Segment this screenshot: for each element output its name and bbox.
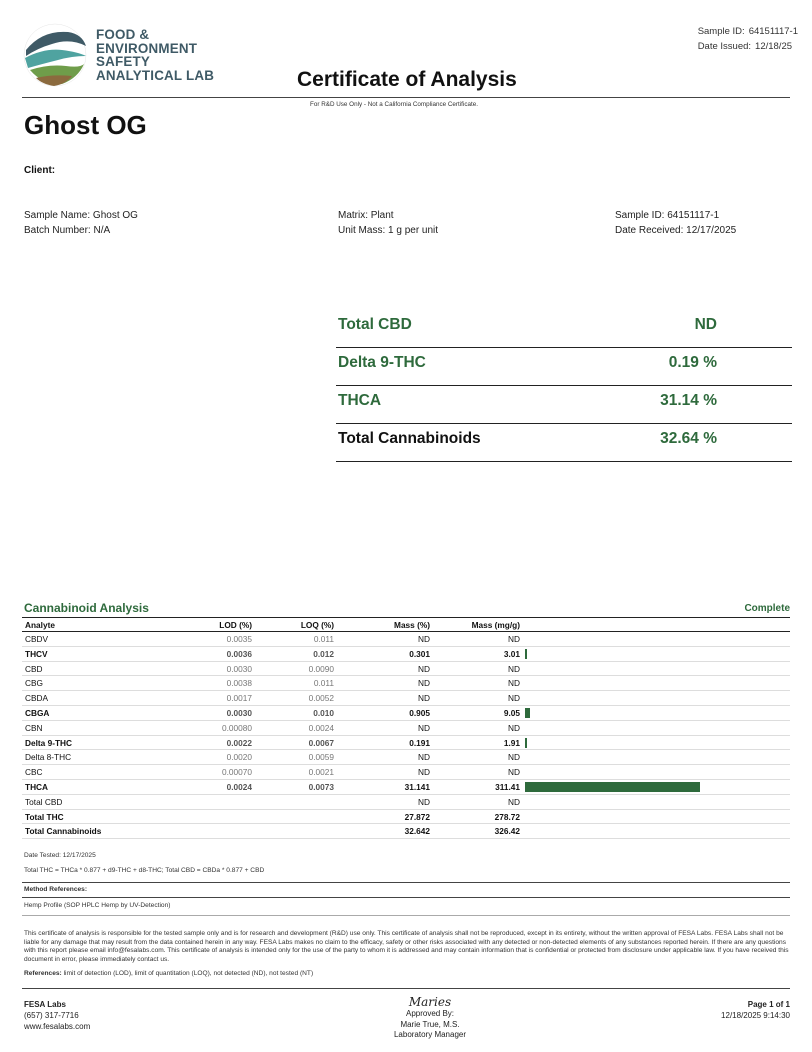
date-received: Date Received: 12/17/2025 (615, 225, 737, 236)
report-timestamp: 12/18/2025 9:14:30 (721, 1011, 790, 1020)
table-row (22, 765, 790, 780)
cell-lod: 0.0030 (226, 663, 252, 674)
cell-mass: ND (418, 678, 430, 689)
cell-mass: ND (418, 767, 430, 778)
cell-analyte: CBG (25, 678, 43, 689)
cell-analyte: Total Cannabinoids (25, 826, 102, 837)
cell-loq: 0.011 (313, 678, 334, 689)
date-tested: Date Tested: 12/17/2025 (24, 852, 96, 859)
summary-value: 0.19 % (668, 354, 717, 371)
mass-bar (525, 782, 700, 792)
cell-analyte: CBC (25, 767, 43, 778)
cell-loq: 0.0052 (308, 693, 334, 704)
table-row (22, 706, 790, 721)
summary-value: ND (694, 316, 717, 333)
summary-row (336, 348, 792, 386)
cell-lod: 0.0024 (226, 781, 252, 792)
header-analyte: Analyte (25, 620, 55, 630)
cell-mg: 1.91 (503, 737, 520, 748)
references-label: References: (24, 970, 62, 977)
table-row (22, 824, 790, 839)
cell-analyte: Total THC (25, 811, 64, 822)
cell-mg: ND (508, 634, 520, 644)
cell-lod: 0.0017 (226, 693, 252, 704)
summary-row (336, 424, 792, 462)
sample-id: Sample ID: 64151117-1 (615, 210, 720, 221)
cell-mass: 27.872 (404, 811, 430, 822)
logo-wordmark (96, 28, 214, 82)
cell-mg: ND (508, 752, 520, 763)
footer-company (24, 999, 90, 1032)
company-phone: (657) 317-7716 (24, 1011, 79, 1020)
sample-id-label: Sample ID: (697, 26, 745, 37)
logo-line: FOOD & (96, 27, 150, 42)
header-lod: LOD (%) (219, 620, 252, 630)
title-divider (22, 97, 790, 98)
cell-analyte: Delta 9-THC (25, 737, 73, 748)
method-value: Hemp Profile (SOP HPLC Hemp by UV-Detection) (24, 902, 171, 909)
sample-id-value: 64151117-1 (748, 26, 798, 37)
cell-loq: 0.011 (313, 634, 334, 644)
date-issued-value: 12/18/25 (755, 41, 793, 52)
summary-value: 31.14 % (660, 392, 717, 409)
summary-row (336, 310, 792, 348)
header-mg: Mass (mg/g) (471, 620, 520, 630)
approver-name: Marie True, M.S. (400, 1019, 460, 1029)
approved-by-label: Approved By: (405, 1009, 455, 1018)
mass-bar (525, 708, 530, 718)
table-body (22, 632, 790, 839)
cell-mass: ND (418, 693, 430, 704)
cell-mass: ND (418, 722, 430, 733)
table-row (22, 691, 790, 706)
summary-value: 32.64 % (660, 430, 717, 447)
logo-line: ANALYTICAL LAB (96, 67, 215, 83)
cell-analyte: Delta 8-THC (25, 752, 72, 763)
table-row (22, 676, 790, 691)
matrix: Matrix: Plant (338, 210, 394, 221)
cell-lod: 0.0030 (226, 707, 252, 718)
cell-mass: 32.642 (404, 826, 430, 837)
cell-loq: 0.0090 (308, 663, 334, 674)
cell-mass: 0.905 (409, 707, 430, 718)
logo-line: SAFETY (96, 54, 151, 69)
cell-mg: 9.05 (503, 707, 520, 718)
analysis-status: Complete (744, 603, 790, 614)
cell-analyte: CBDA (25, 693, 49, 704)
cell-lod: 0.0020 (226, 752, 252, 763)
sample-name: Sample Name: Ghost OG (24, 210, 138, 221)
page-number: Page 1 of 1 (747, 1000, 790, 1009)
approver-title: Laboratory Manager (393, 1030, 467, 1039)
sample-info-middle (338, 208, 438, 238)
table-row (22, 780, 790, 795)
table-row (22, 662, 790, 677)
cell-mass: 31.141 (404, 781, 430, 792)
table-row (22, 736, 790, 751)
cell-mg: 311.41 (495, 781, 520, 792)
batch-number: Batch Number: N/A (24, 225, 111, 236)
cell-lod: 0.0038 (226, 678, 252, 689)
cell-loq: 0.0024 (308, 722, 334, 733)
cell-analyte: THCA (25, 781, 49, 792)
cell-analyte: CBD (25, 663, 43, 674)
table-row (22, 750, 790, 765)
potency-summary (336, 310, 792, 462)
cell-loq: 0.0073 (308, 781, 334, 792)
cell-lod: 0.00070 (222, 767, 252, 778)
lab-logo-icon (22, 22, 92, 88)
summary-label: Delta 9-THC (338, 354, 426, 371)
table-row (22, 810, 790, 825)
cell-mass: ND (418, 663, 430, 674)
summary-row (336, 386, 792, 424)
footer-approval (356, 995, 504, 1041)
summary-label: THCA (338, 392, 382, 409)
cell-mass: 0.191 (409, 737, 430, 748)
cell-analyte: Total CBD (25, 796, 63, 807)
signature: Maries (408, 995, 452, 1009)
sample-info-left (24, 208, 138, 238)
header-loq: LOQ (%) (300, 620, 334, 630)
company-website[interactable]: www.fesalabs.com (24, 1022, 91, 1031)
cell-mass: ND (418, 796, 430, 807)
mass-bar (525, 649, 527, 659)
table-row (22, 721, 790, 736)
cell-loq: 0.0021 (308, 767, 334, 778)
cell-mg: 3.01 (503, 648, 520, 659)
table-header (22, 617, 790, 632)
cell-mg: ND (508, 693, 520, 704)
date-issued-label: Date Issued: (697, 41, 752, 52)
divider (22, 915, 790, 916)
cell-lod: 0.0022 (226, 737, 252, 748)
lab-logo (22, 22, 222, 92)
references-value: limit of detection (LOD), limit of quantitation (LOQ), not detected (ND), not tested (NT) (63, 970, 314, 977)
cell-loq: 0.012 (313, 648, 334, 659)
cell-lod: 0.00080 (222, 722, 252, 733)
cell-mg: ND (508, 678, 520, 689)
unit-mass: Unit Mass: 1 g per unit (338, 225, 439, 236)
cell-analyte: CBN (25, 722, 43, 733)
cell-analyte: THCV (25, 648, 48, 659)
header-mass: Mass (%) (394, 620, 430, 630)
divider (22, 882, 790, 883)
cell-mass: ND (418, 634, 430, 644)
document-title: Certificate of Analysis (297, 68, 517, 91)
cell-lod: 0.0035 (226, 634, 252, 644)
cell-mg: ND (508, 796, 520, 807)
sample-info-right (615, 208, 736, 238)
summary-label: Total Cannabinoids (338, 430, 481, 447)
summary-label: Total CBD (338, 316, 412, 333)
method-label: Method References: (24, 886, 88, 893)
cell-analyte: CBDV (25, 634, 49, 644)
cell-analyte: CBGA (25, 707, 50, 718)
cell-mg: ND (508, 722, 520, 733)
table-row (22, 647, 790, 662)
company-name: FESA Labs (24, 1000, 66, 1009)
disclaimer: For R&D Use Only - Not a California Compliance Certificate. (310, 101, 478, 108)
mass-bar (525, 738, 527, 748)
cannabinoid-table (22, 617, 790, 839)
cell-loq: 0.010 (313, 707, 334, 718)
footer-page-info (721, 999, 790, 1021)
references (24, 970, 313, 977)
legal-disclaimer: This certificate of analysis is responsible for the tested sample only and is for research and development (R&D) use only. This certificate of analysis shall not be reproduced, except in its entirety, without the written approval of FESA Labs. FESA Labs shall not be liable for any damage that may result from the data contained herein in any way. FESA Labs makes no claim to the efficacy, safety or other risks associated with any detected or non-detected elements of any substances reported herein. If there are any questions with this report please email info@fesalabs.com. This certificate of analysis is intended only for the use of the party to whom it is addressed and may contain information that is confidential or protected from disclosure under applicable law. If you have received this document in error, please immediately contact us. (24, 930, 789, 963)
table-row (22, 632, 790, 647)
cell-mass: 0.301 (409, 648, 430, 659)
cell-loq: 0.0067 (308, 737, 334, 748)
cell-loq: 0.0059 (308, 752, 334, 763)
divider (22, 897, 790, 898)
cell-mass: ND (418, 752, 430, 763)
total-formula: Total THC = THCa * 0.877 + d9-THC + d8-THC; Total CBD = CBDa * 0.877 + CBD (24, 867, 265, 874)
cell-mg: ND (508, 663, 520, 674)
cell-mg: ND (508, 767, 520, 778)
client-label: Client: (24, 165, 56, 176)
logo-line: ENVIRONMENT (96, 40, 198, 56)
cell-mg: 326.42 (494, 826, 520, 837)
product-name: Ghost OG (24, 110, 147, 140)
header-meta (698, 24, 798, 54)
analysis-title: Cannabinoid Analysis (24, 601, 149, 615)
cell-mg: 278.72 (494, 811, 520, 822)
cell-lod: 0.0036 (226, 648, 252, 659)
footer-divider (22, 988, 790, 989)
table-row (22, 795, 790, 810)
